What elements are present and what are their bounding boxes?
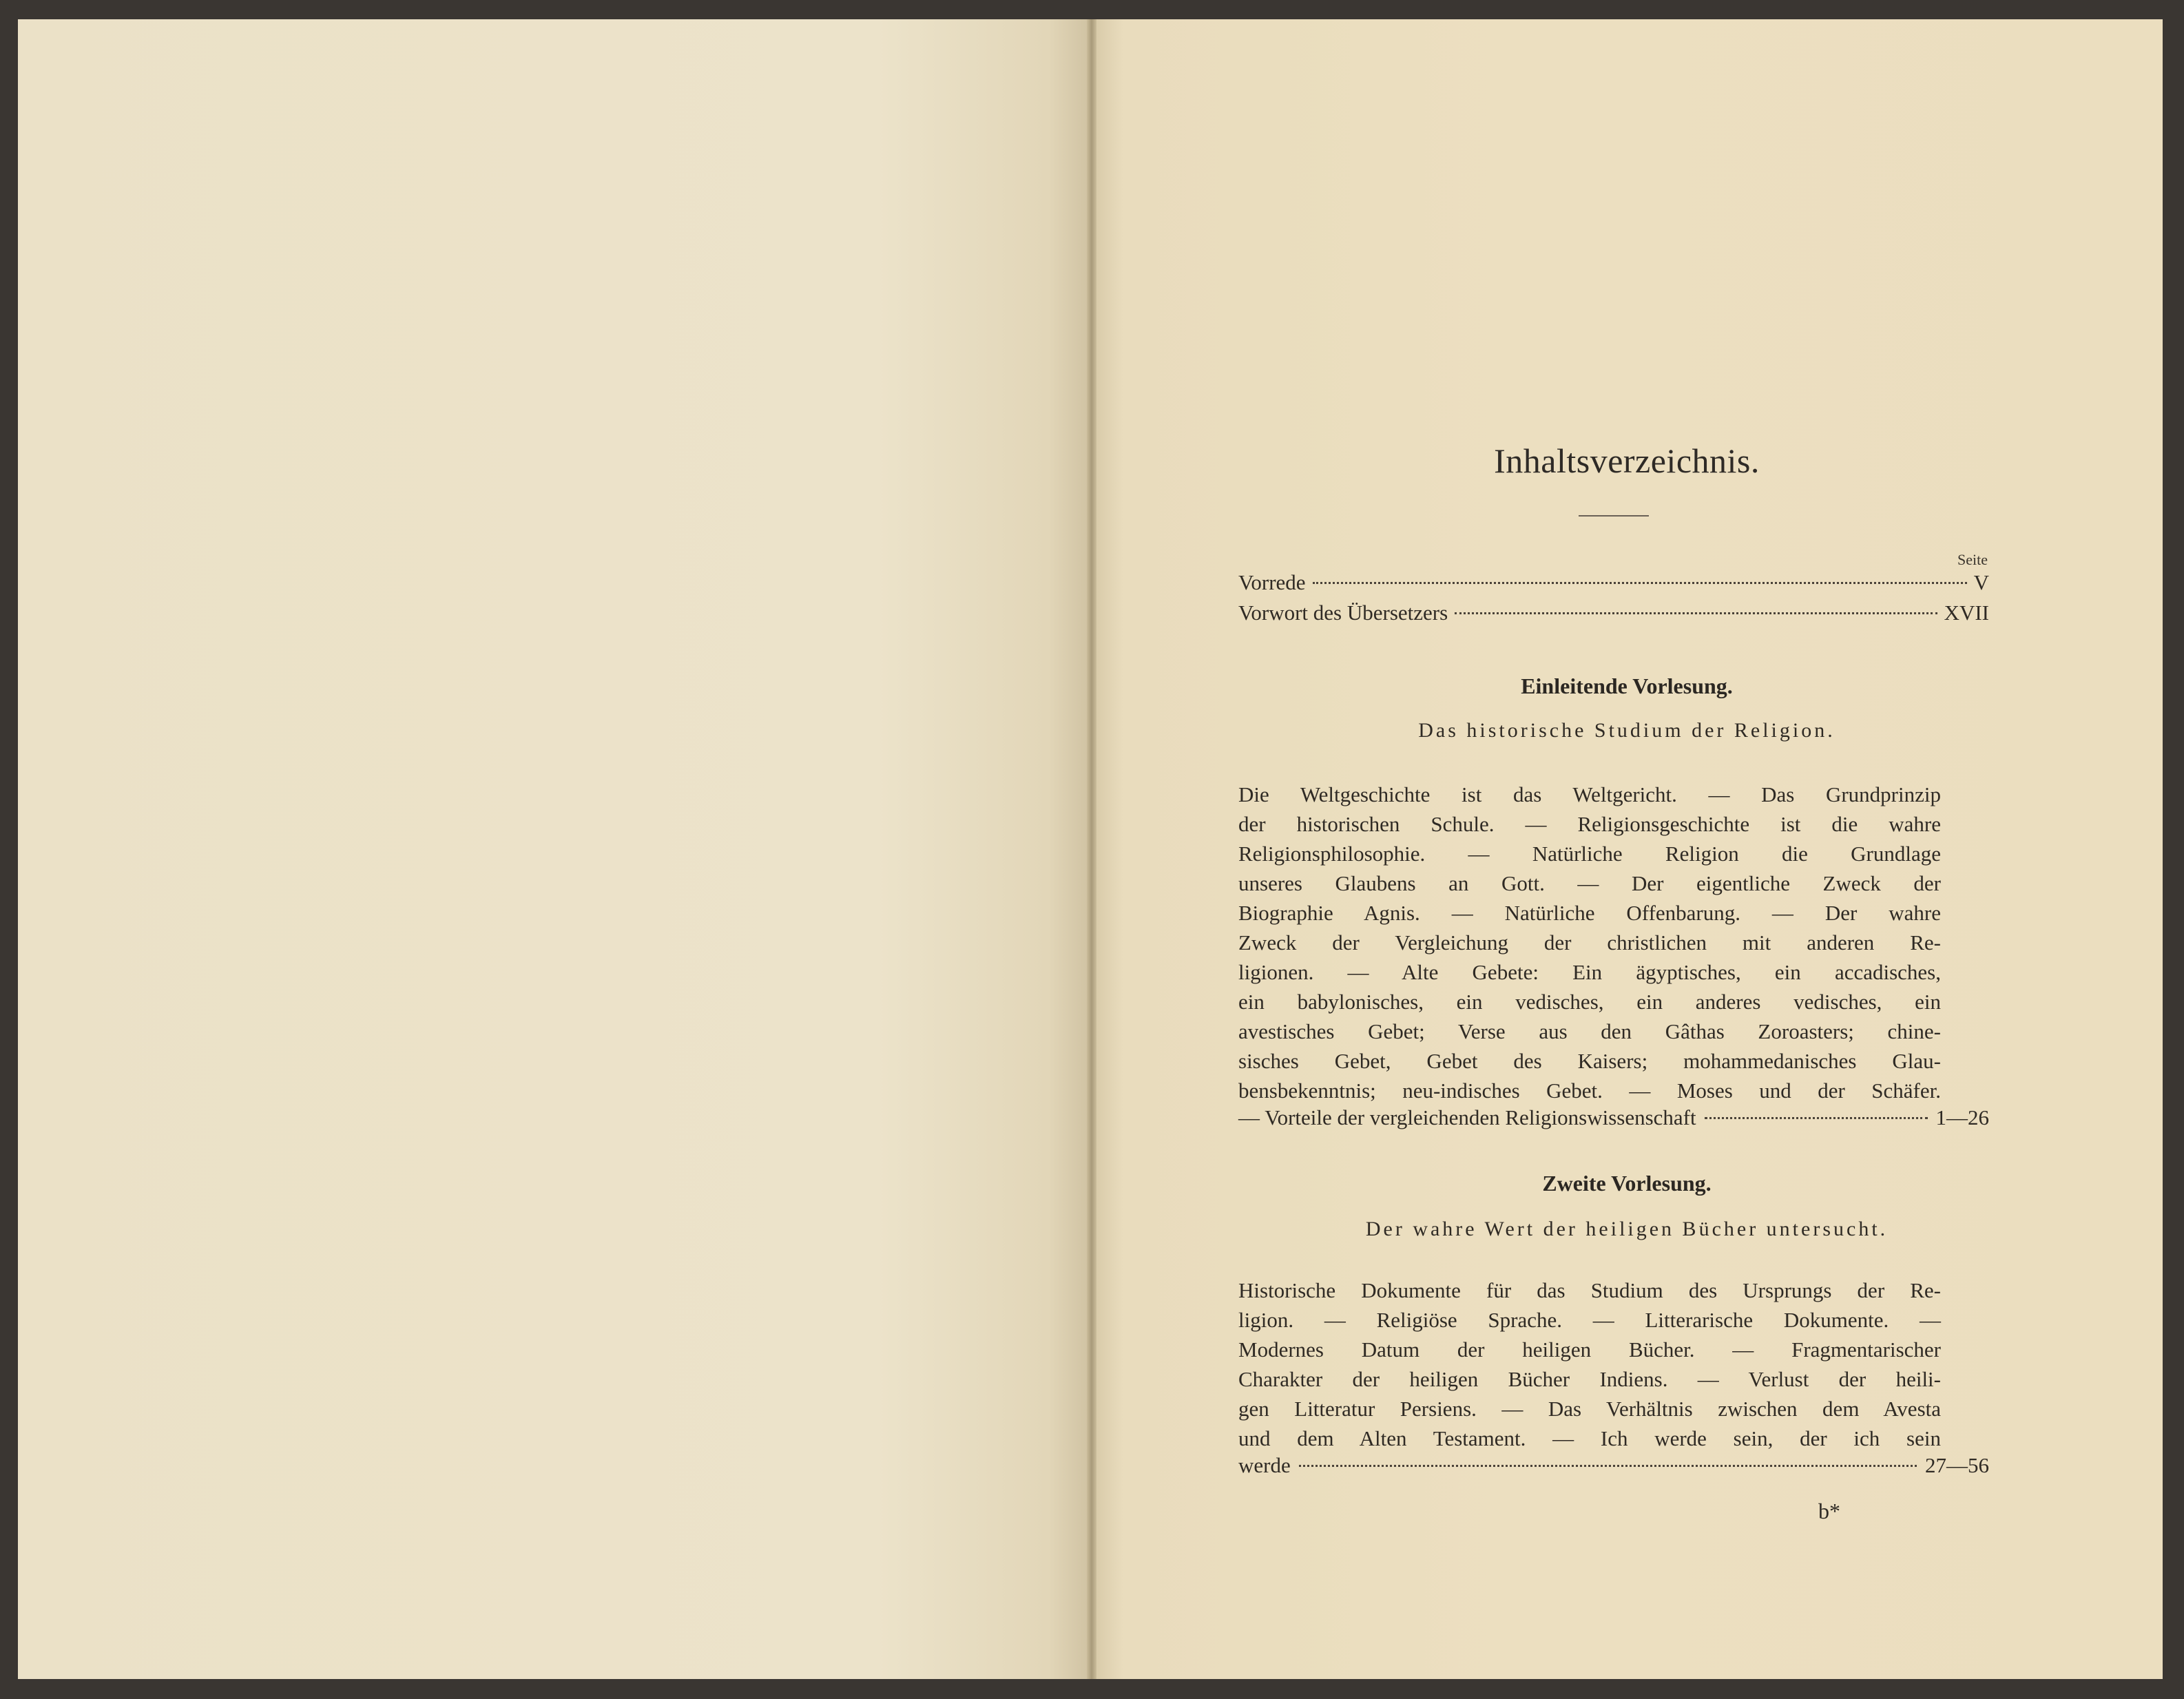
summary-line: Die Weltgeschichte ist das Weltgericht. — Das Grundprinzip — [1238, 782, 1941, 806]
left-page — [18, 19, 1091, 1679]
lecture-range-row-2 — [1238, 1453, 1989, 1483]
page-range: 1—26 — [1935, 1105, 1989, 1129]
lecture-subtitle-2: Der wahre Wert der heiligen Bücher untersucht. — [1365, 1218, 1889, 1240]
lecture-subtitle-1: Das historische Studium der Religion. — [1418, 719, 1835, 742]
summary-last-line: werde — [1238, 1453, 1291, 1477]
toc-page: XVII — [1944, 601, 1989, 625]
summary-line: und dem Alten Testament. — Ich werde sein, der ich sein — [1238, 1426, 1941, 1450]
toc-title: Vorrede — [1238, 570, 1306, 594]
summary-line: ligion. — Religiöse Sprache. — Litterarische Dokumente. — — [1238, 1308, 1941, 1332]
summary-line: Historische Dokumente für das Studium des Ursprungs der Re- — [1238, 1278, 1941, 1302]
signature-mark: b* — [1818, 1499, 1840, 1523]
summary-line: avestisches Gebet; Verse aus den Gâthas Zoroasters; chine- — [1238, 1019, 1941, 1043]
page-range: 27—56 — [1925, 1453, 1989, 1477]
dot-leader — [1455, 612, 1937, 614]
summary-line: Religionsphilosophie. — Natürliche Religion die Grundlage — [1238, 842, 1941, 866]
summary-line: unseres Glaubens an Gott. — Der eigentliche Zweck der — [1238, 871, 1941, 895]
seite-label: Seite — [1957, 551, 1988, 568]
toc-page: V — [1973, 570, 1989, 594]
summary-line: gen Litteratur Persiens. — Das Verhältnis zwischen dem Avesta — [1238, 1397, 1941, 1421]
title-divider — [1579, 515, 1649, 517]
summary-line: ein babylonisches, ein vedisches, ein anderes vedisches, ein — [1238, 990, 1941, 1014]
toc-title: Vorwort des Übersetzers — [1238, 601, 1448, 625]
summary-line: sisches Gebet, Gebet des Kaisers; mohammedanisches Glau- — [1238, 1049, 1941, 1073]
summary-line: bensbekenntnis; neu-indisches Gebet. — Moses und der Schäfer. — [1238, 1078, 1941, 1103]
dot-leader — [1299, 1465, 1917, 1467]
toc-row-vorrede — [1238, 570, 1989, 601]
summary-line: Biographie Agnis. — Natürliche Offenbarung. — Der wahre — [1238, 901, 1941, 925]
lecture-range-row-1 — [1238, 1105, 1989, 1135]
summary-line: Charakter der heiligen Bücher Indiens. — Verlust der heili- — [1238, 1367, 1941, 1391]
lecture-heading-2: Zweite Vorlesung. — [1542, 1171, 1712, 1196]
lecture-summary-1 — [1238, 780, 1941, 1105]
summary-last-line: — Vorteile der vergleichenden Religionswissenschaft — [1238, 1105, 1696, 1129]
dot-leader — [1313, 582, 1967, 584]
page-title: Inhaltsverzeichnis. — [1494, 441, 1760, 480]
lecture-heading-1: Einleitende Vorlesung. — [1521, 674, 1733, 698]
lecture-summary-2 — [1238, 1275, 1941, 1453]
summary-line: Zweck der Vergleichung der christlichen mit anderen Re- — [1238, 930, 1941, 955]
book-spine — [1087, 19, 1096, 1679]
summary-line: der historischen Schule. — Religionsgeschichte ist die wahre — [1238, 812, 1941, 836]
dot-leader — [1705, 1117, 1928, 1119]
toc-row-vorwort — [1238, 601, 1989, 631]
summary-line: Modernes Datum der heiligen Bücher. — Fragmentarischer — [1238, 1337, 1941, 1362]
summary-line: ligionen. — Alte Gebete: Ein ägyptisches, ein accadisches, — [1238, 960, 1941, 984]
